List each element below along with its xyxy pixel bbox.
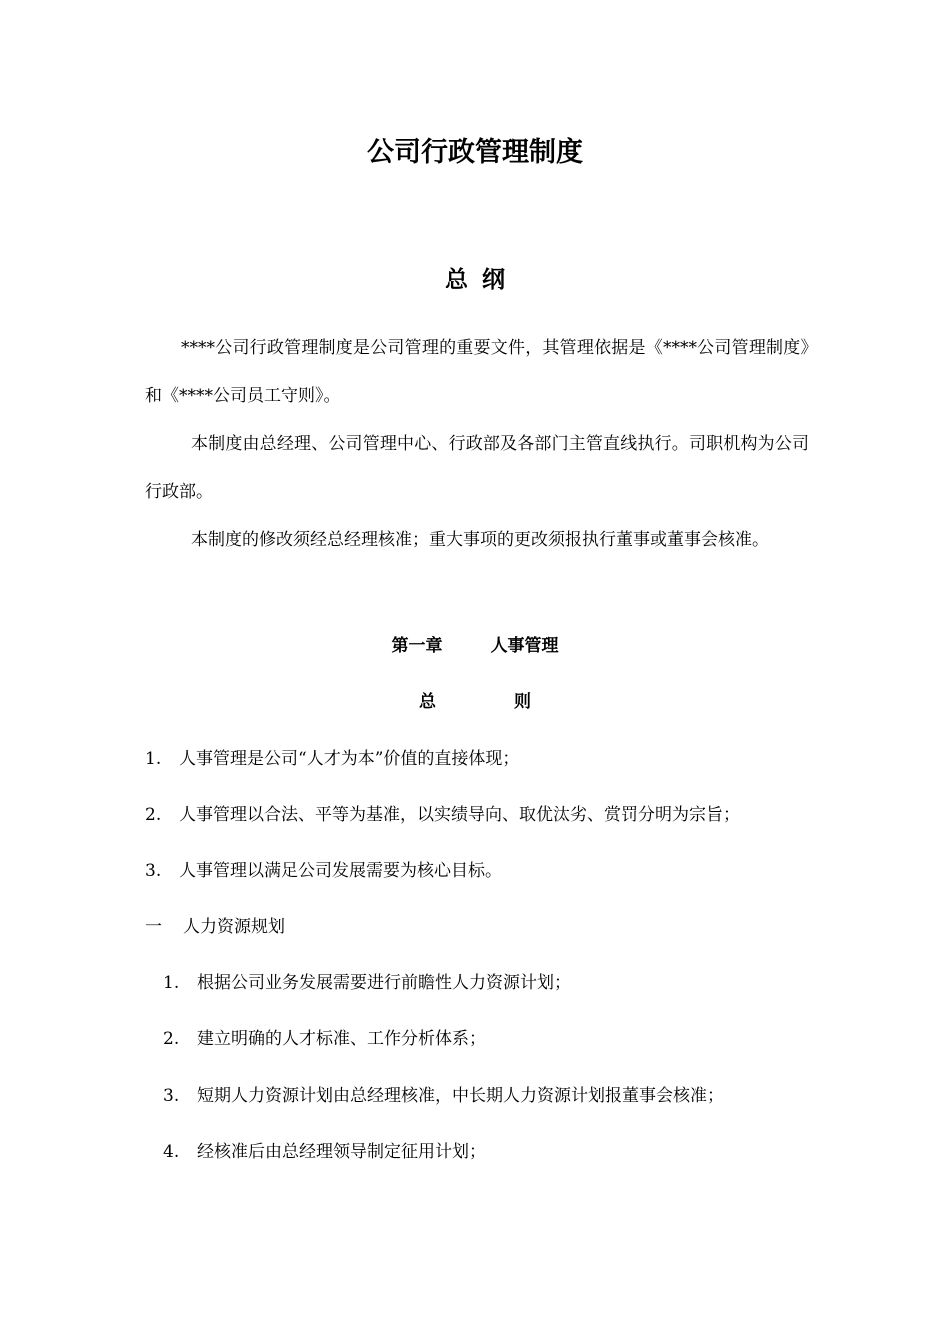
intro-paragraph-3: 本制度的修改须经总经理核准；重大事项的更改须报执行董事或董事会核准。 <box>191 530 769 550</box>
chapter-heading <box>0 632 950 660</box>
section-one-heading <box>145 913 285 941</box>
section-one-item <box>163 1082 724 1110</box>
intro-paragraph-1: ****公司行政管理制度是公司管理的重要文件，其管理依据是《****公司管理制度》和《****公司员工守则》。 <box>145 338 809 406</box>
list-item-number: 2. <box>163 1029 180 1049</box>
section-heading-text: 人力资源规划 <box>183 917 285 937</box>
section-one-item <box>163 1138 486 1166</box>
list-item-text: 人事管理以满足公司发展需要为核心目标。 <box>179 861 502 881</box>
section-one-item <box>163 969 571 997</box>
general-rules-heading <box>0 688 950 716</box>
section-number: 一 <box>145 917 162 937</box>
list-item-number: 2. <box>145 805 162 825</box>
list-item-number: 1. <box>163 973 180 993</box>
document-title: 公司行政管理制度 <box>367 137 583 168</box>
list-item-number: 3. <box>145 861 162 881</box>
list-item-number: 3. <box>163 1086 180 1106</box>
list-item-text: 根据公司业务发展需要进行前瞻性人力资源计划； <box>197 973 571 993</box>
list-item-number: 1. <box>145 749 162 769</box>
general-rule-item <box>145 801 740 829</box>
list-item-text: 建立明确的人才标准、工作分析体系； <box>197 1029 486 1049</box>
section-title-general-outline: 总纲 <box>445 267 519 293</box>
chapter-name: 人事管理 <box>490 636 559 656</box>
list-item-text: 短期人力资源计划由总经理核准，中长期人力资源计划报董事会核准； <box>197 1086 724 1106</box>
intro-paragraph-2: 本制度由总经理、公司管理中心、行政部及各部门主管直线执行。司职机构为公司行政部。 <box>145 434 809 502</box>
general-rule-item <box>145 745 519 773</box>
list-item-text: 人事管理是公司“人才为本”价值的直接体现； <box>179 749 520 769</box>
general-rule-item <box>145 857 502 885</box>
list-item-text: 经核准后由总经理领导制定征用计划； <box>197 1142 486 1162</box>
section-one-item <box>163 1025 486 1053</box>
general-rules-heading-right: 则 <box>514 692 531 712</box>
general-rules-heading-left: 总 <box>419 692 436 712</box>
chapter-number: 第一章 <box>391 636 443 656</box>
list-item-number: 4. <box>163 1142 180 1162</box>
list-item-text: 人事管理以合法、平等为基准，以实绩导向、取优汰劣、赏罚分明为宗旨； <box>179 805 740 825</box>
